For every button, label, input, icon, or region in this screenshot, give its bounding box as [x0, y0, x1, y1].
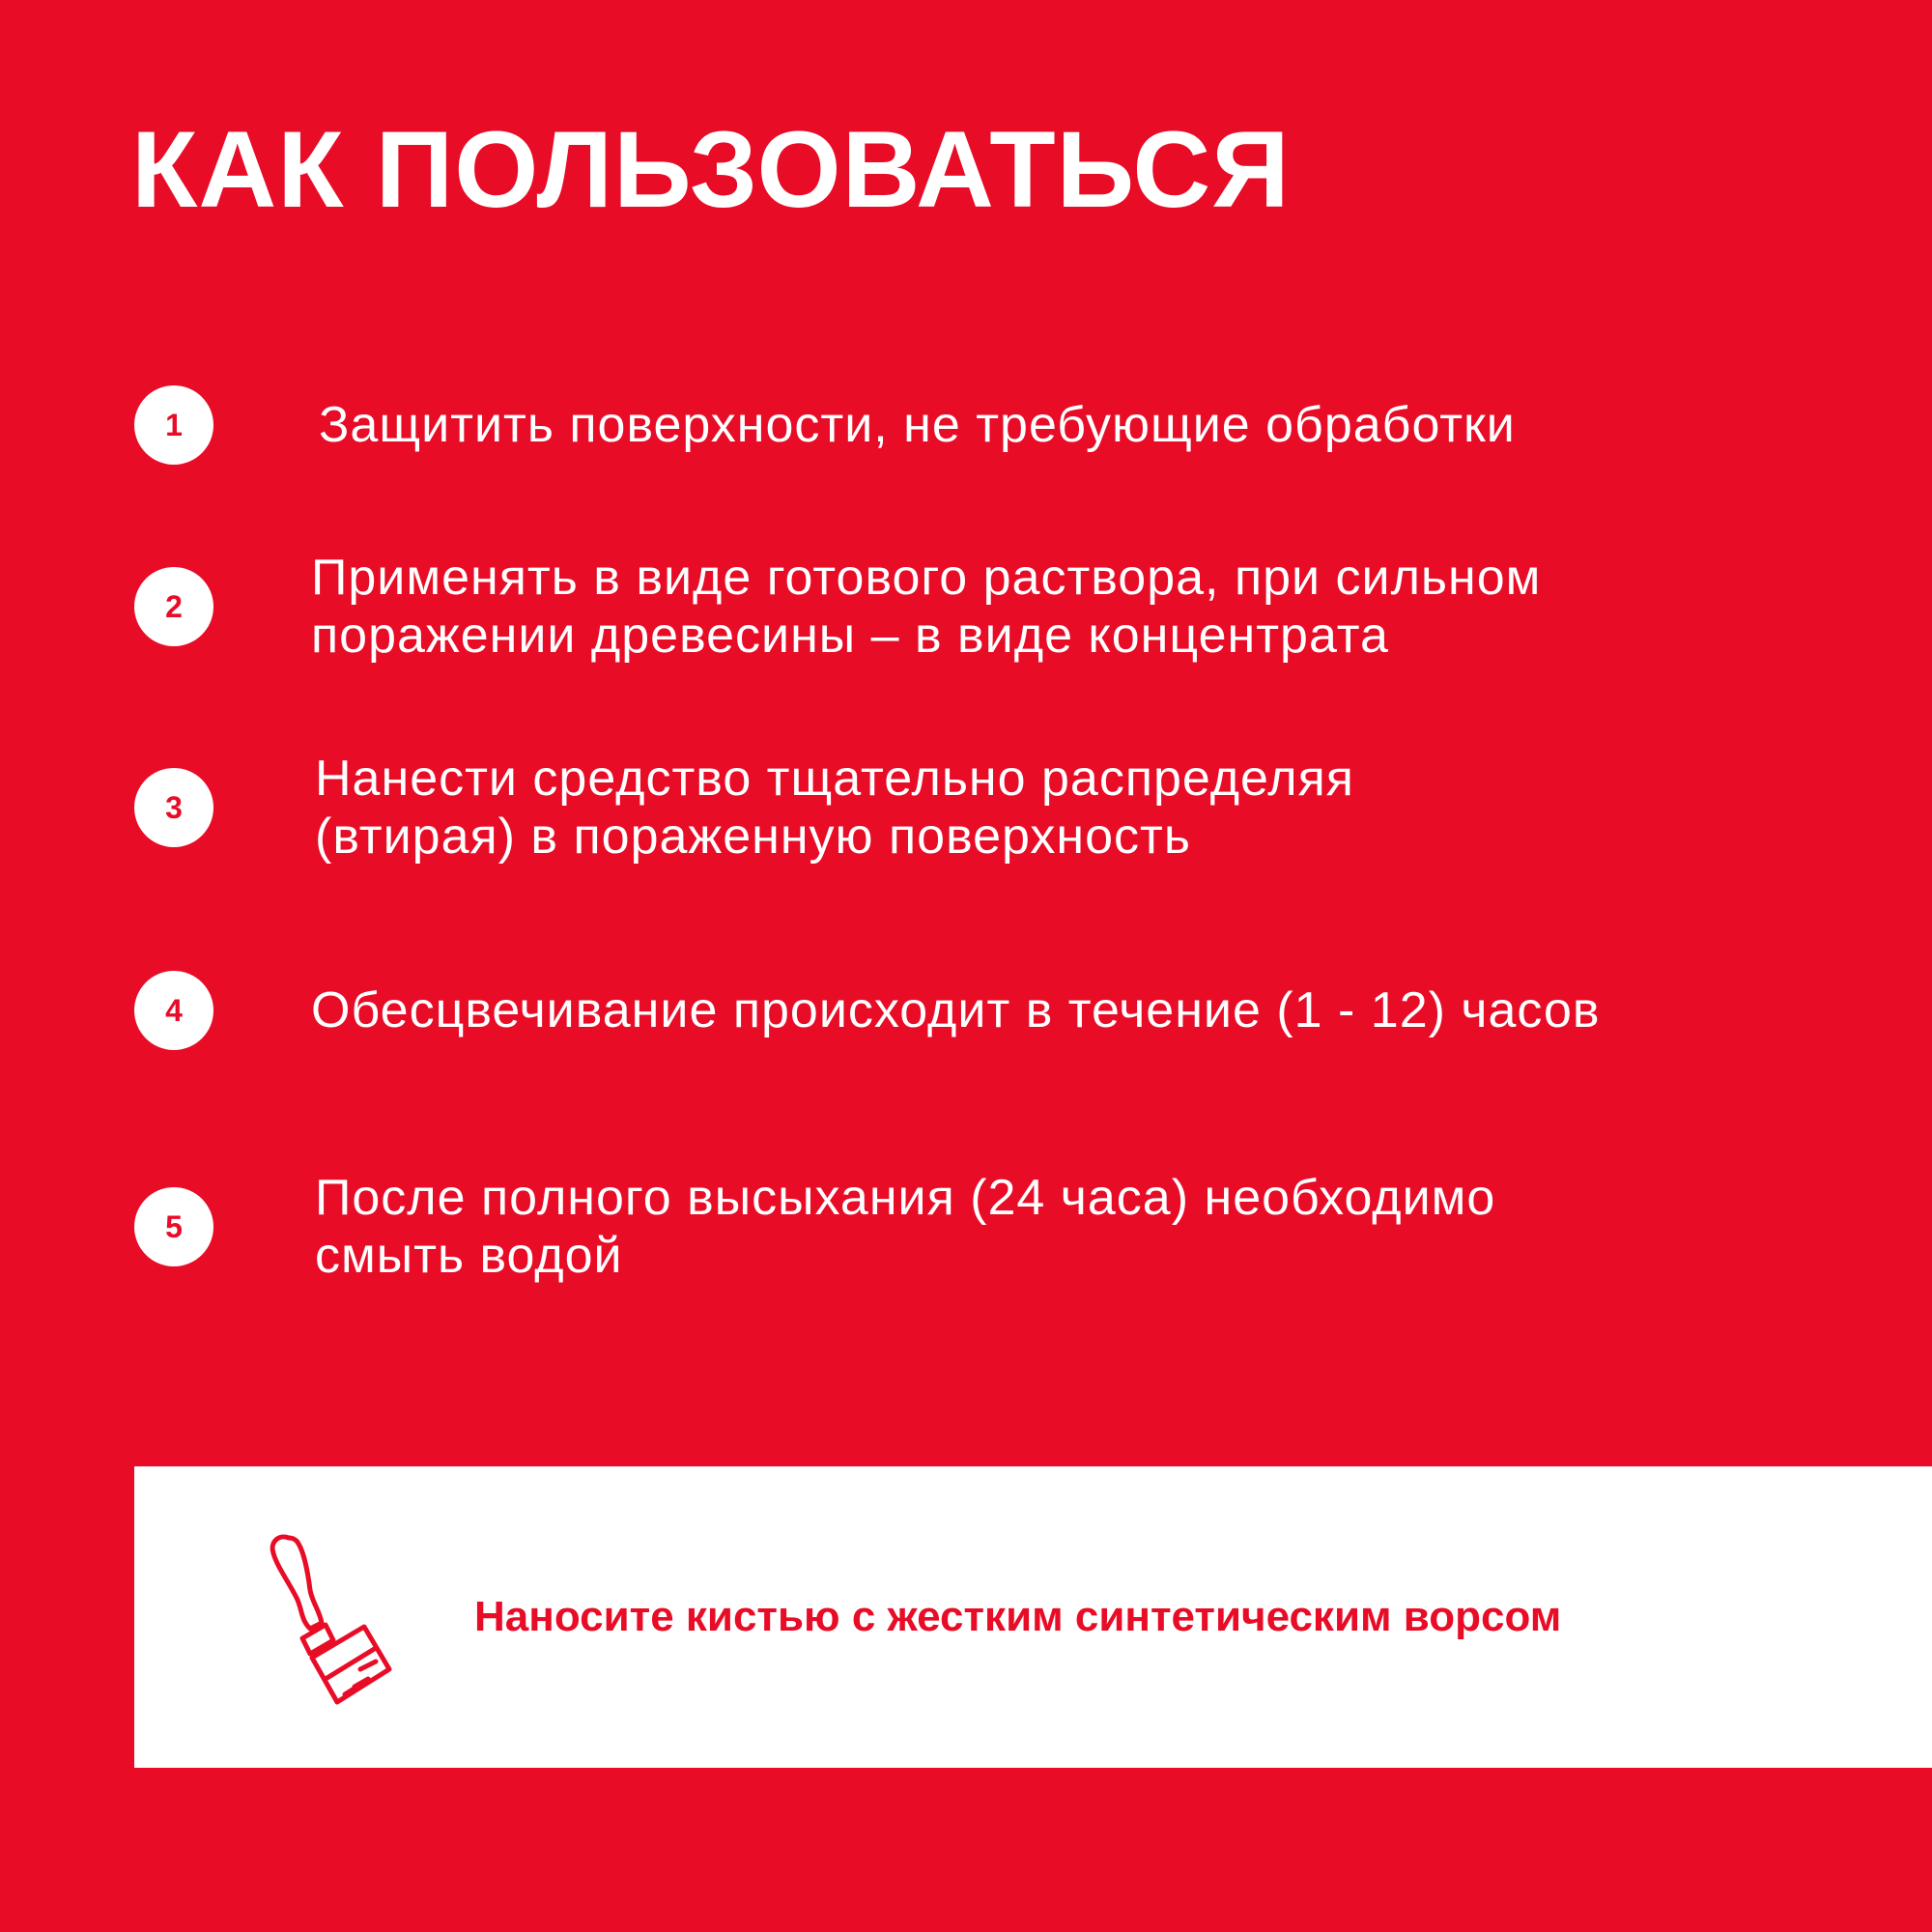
application-tip-text: Наносите кистью с жестким синтетическим ворсом [474, 1593, 1562, 1640]
step-text-line: (втирая) в пораженную поверхность [315, 809, 1191, 865]
step-number-badge: 3 [134, 768, 213, 847]
step-text [319, 396, 1884, 454]
step-number-badge: 1 [134, 385, 213, 465]
step-text-line: Нанести средство тщательно распределяя [315, 751, 1354, 807]
paint-brush-icon [241, 1524, 492, 1737]
step-text [311, 981, 1876, 1039]
step-number-badge: 5 [134, 1187, 213, 1266]
step-text [315, 1169, 1880, 1285]
step-text-line: Применять в виде готового раствора, при сильном [311, 550, 1542, 606]
step-text-line: поражении древесины – в виде концентрата [311, 608, 1389, 664]
application-tip-box [134, 1466, 1932, 1768]
step-text-line: Обесцвечивание происходит в течение (1 - 12) часов [311, 982, 1601, 1038]
step-text [311, 549, 1876, 665]
step-text-line: Защитить поверхности, не требующие обработки [319, 397, 1516, 453]
step-text-line: смыть водой [315, 1228, 623, 1284]
step-text-line: После полного высыхания (24 часа) необходимо [315, 1170, 1496, 1226]
step-text [315, 750, 1880, 866]
page-title: КАК ПОЛЬЗОВАТЬСЯ [131, 109, 1291, 230]
step-number-badge: 4 [134, 971, 213, 1050]
step-number-badge: 2 [134, 567, 213, 646]
